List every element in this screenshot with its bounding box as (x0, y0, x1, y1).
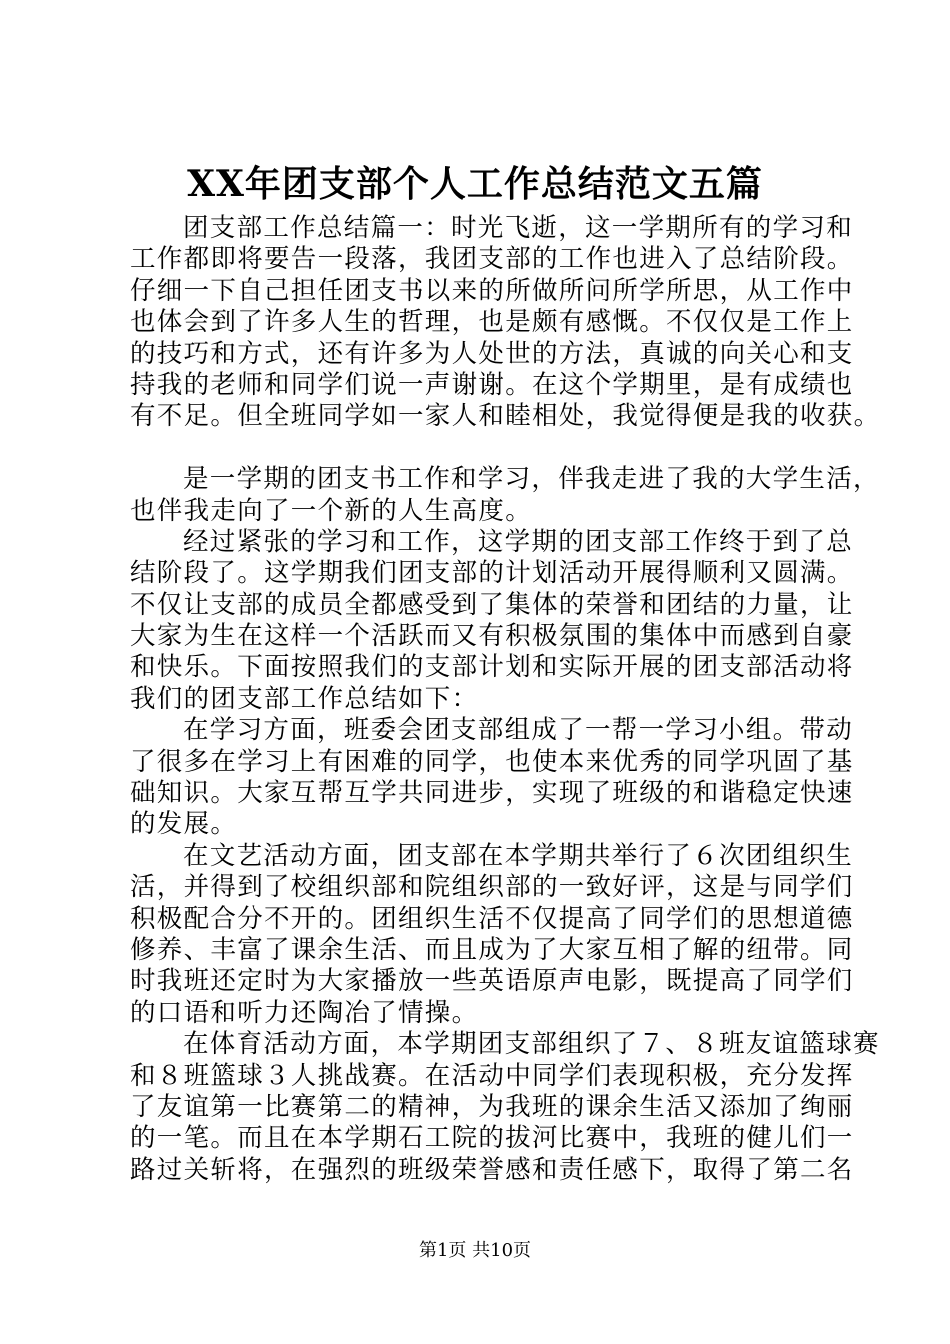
paragraph-line: 有不足。但全班同学如一家人和睦相处，我觉得便是我的收获。 (130, 401, 881, 432)
paragraph-line: 工作都即将要告一段落，我团支部的工作也进入了总结阶段。 (130, 244, 854, 275)
document-title: XX年团支部个人工作总结范文五篇 (187, 163, 763, 205)
paragraph-line: 础知识。大家互帮互学共同进步，实现了班级的和谐稳定快速 (130, 778, 854, 809)
paragraph-line: 的发展。 (130, 809, 238, 840)
paragraph-line: 我们的团支部工作总结如下： (130, 683, 479, 714)
paragraph-spacer (130, 433, 840, 464)
paragraph-line: 也伴我走向了一个新的人生高度。 (130, 495, 533, 526)
paragraph-line: 的口语和听力还陶冶了情操。 (130, 997, 479, 1028)
paragraph-line: 的一笔。而且在本学期石工院的拔河比赛中，我班的健儿们一 (130, 1123, 854, 1154)
paragraph-line: 和８班篮球３人挑战赛。在活动中同学们表现积极，充分发挥 (130, 1060, 854, 1091)
paragraph-line: 也体会到了许多人生的哲理，也是颇有感慨。不仅仅是工作上 (130, 307, 854, 338)
paragraph-line: 时我班还定时为大家播放一些英语原声电影，既提高了同学们 (130, 966, 854, 997)
paragraph-line: 路过关斩将，在强烈的班级荣誉感和责任感下，取得了第二名 (130, 1154, 854, 1185)
paragraph-line: 在文艺活动方面，团支部在本学期共举行了６次团组织生 (183, 840, 854, 871)
paragraph-line: 在体育活动方面，本学期团支部组织了７、８班友谊篮球赛 (183, 1029, 880, 1060)
paragraph-line: 经过紧张的学习和工作，这学期的团支部工作终于到了总 (183, 526, 854, 557)
paragraph-line: 积极配合分不开的。团组织生活不仅提高了同学们的思想道德 (130, 903, 854, 934)
document-body (130, 213, 881, 1186)
paragraph-line: 了友谊第一比赛第二的精神，为我班的课余生活又添加了绚丽 (130, 1091, 854, 1122)
paragraph-line: 团支部工作总结篇一：时光飞逝，这一学期所有的学习和 (183, 213, 854, 243)
paragraph-line: 是一学期的团支书工作和学习，伴我走进了我的大学生活， (183, 464, 880, 495)
page-number-footer: 第1页 共10页 (418, 1240, 532, 1261)
paragraph-line: 仔细一下自己担任团支书以来的所做所问所学所思，从工作中 (130, 275, 854, 306)
paragraph-line: 了很多在学习上有困难的同学，也使本来优秀的同学巩固了基 (130, 746, 854, 777)
paragraph-line: 在学习方面，班委会团支部组成了一帮一学习小组。带动 (183, 715, 854, 746)
paragraph-line: 持我的老师和同学们说一声谢谢。在这个学期里，是有成绩也 (130, 369, 854, 400)
paragraph-line: 不仅让支部的成员全都感受到了集体的荣誉和团结的力量，让 (130, 589, 854, 620)
paragraph-line: 大家为生在这样一个活跃而又有积极氛围的集体中而感到自豪 (130, 621, 854, 652)
paragraph-line: 和快乐。下面按照我们的支部计划和实际开展的团支部活动将 (130, 652, 854, 683)
paragraph-line: 修养、丰富了课余生活、而且成为了大家互相了解的纽带。同 (130, 934, 854, 965)
paragraph-line: 活，并得到了校组织部和院组织部的一致好评，这是与同学们 (130, 872, 854, 903)
paragraph-line: 结阶段了。这学期我们团支部的计划活动开展得顺利又圆满。 (130, 558, 854, 589)
paragraph-line: 的技巧和方式，还有许多为人处世的方法，真诚的向关心和支 (130, 338, 854, 369)
